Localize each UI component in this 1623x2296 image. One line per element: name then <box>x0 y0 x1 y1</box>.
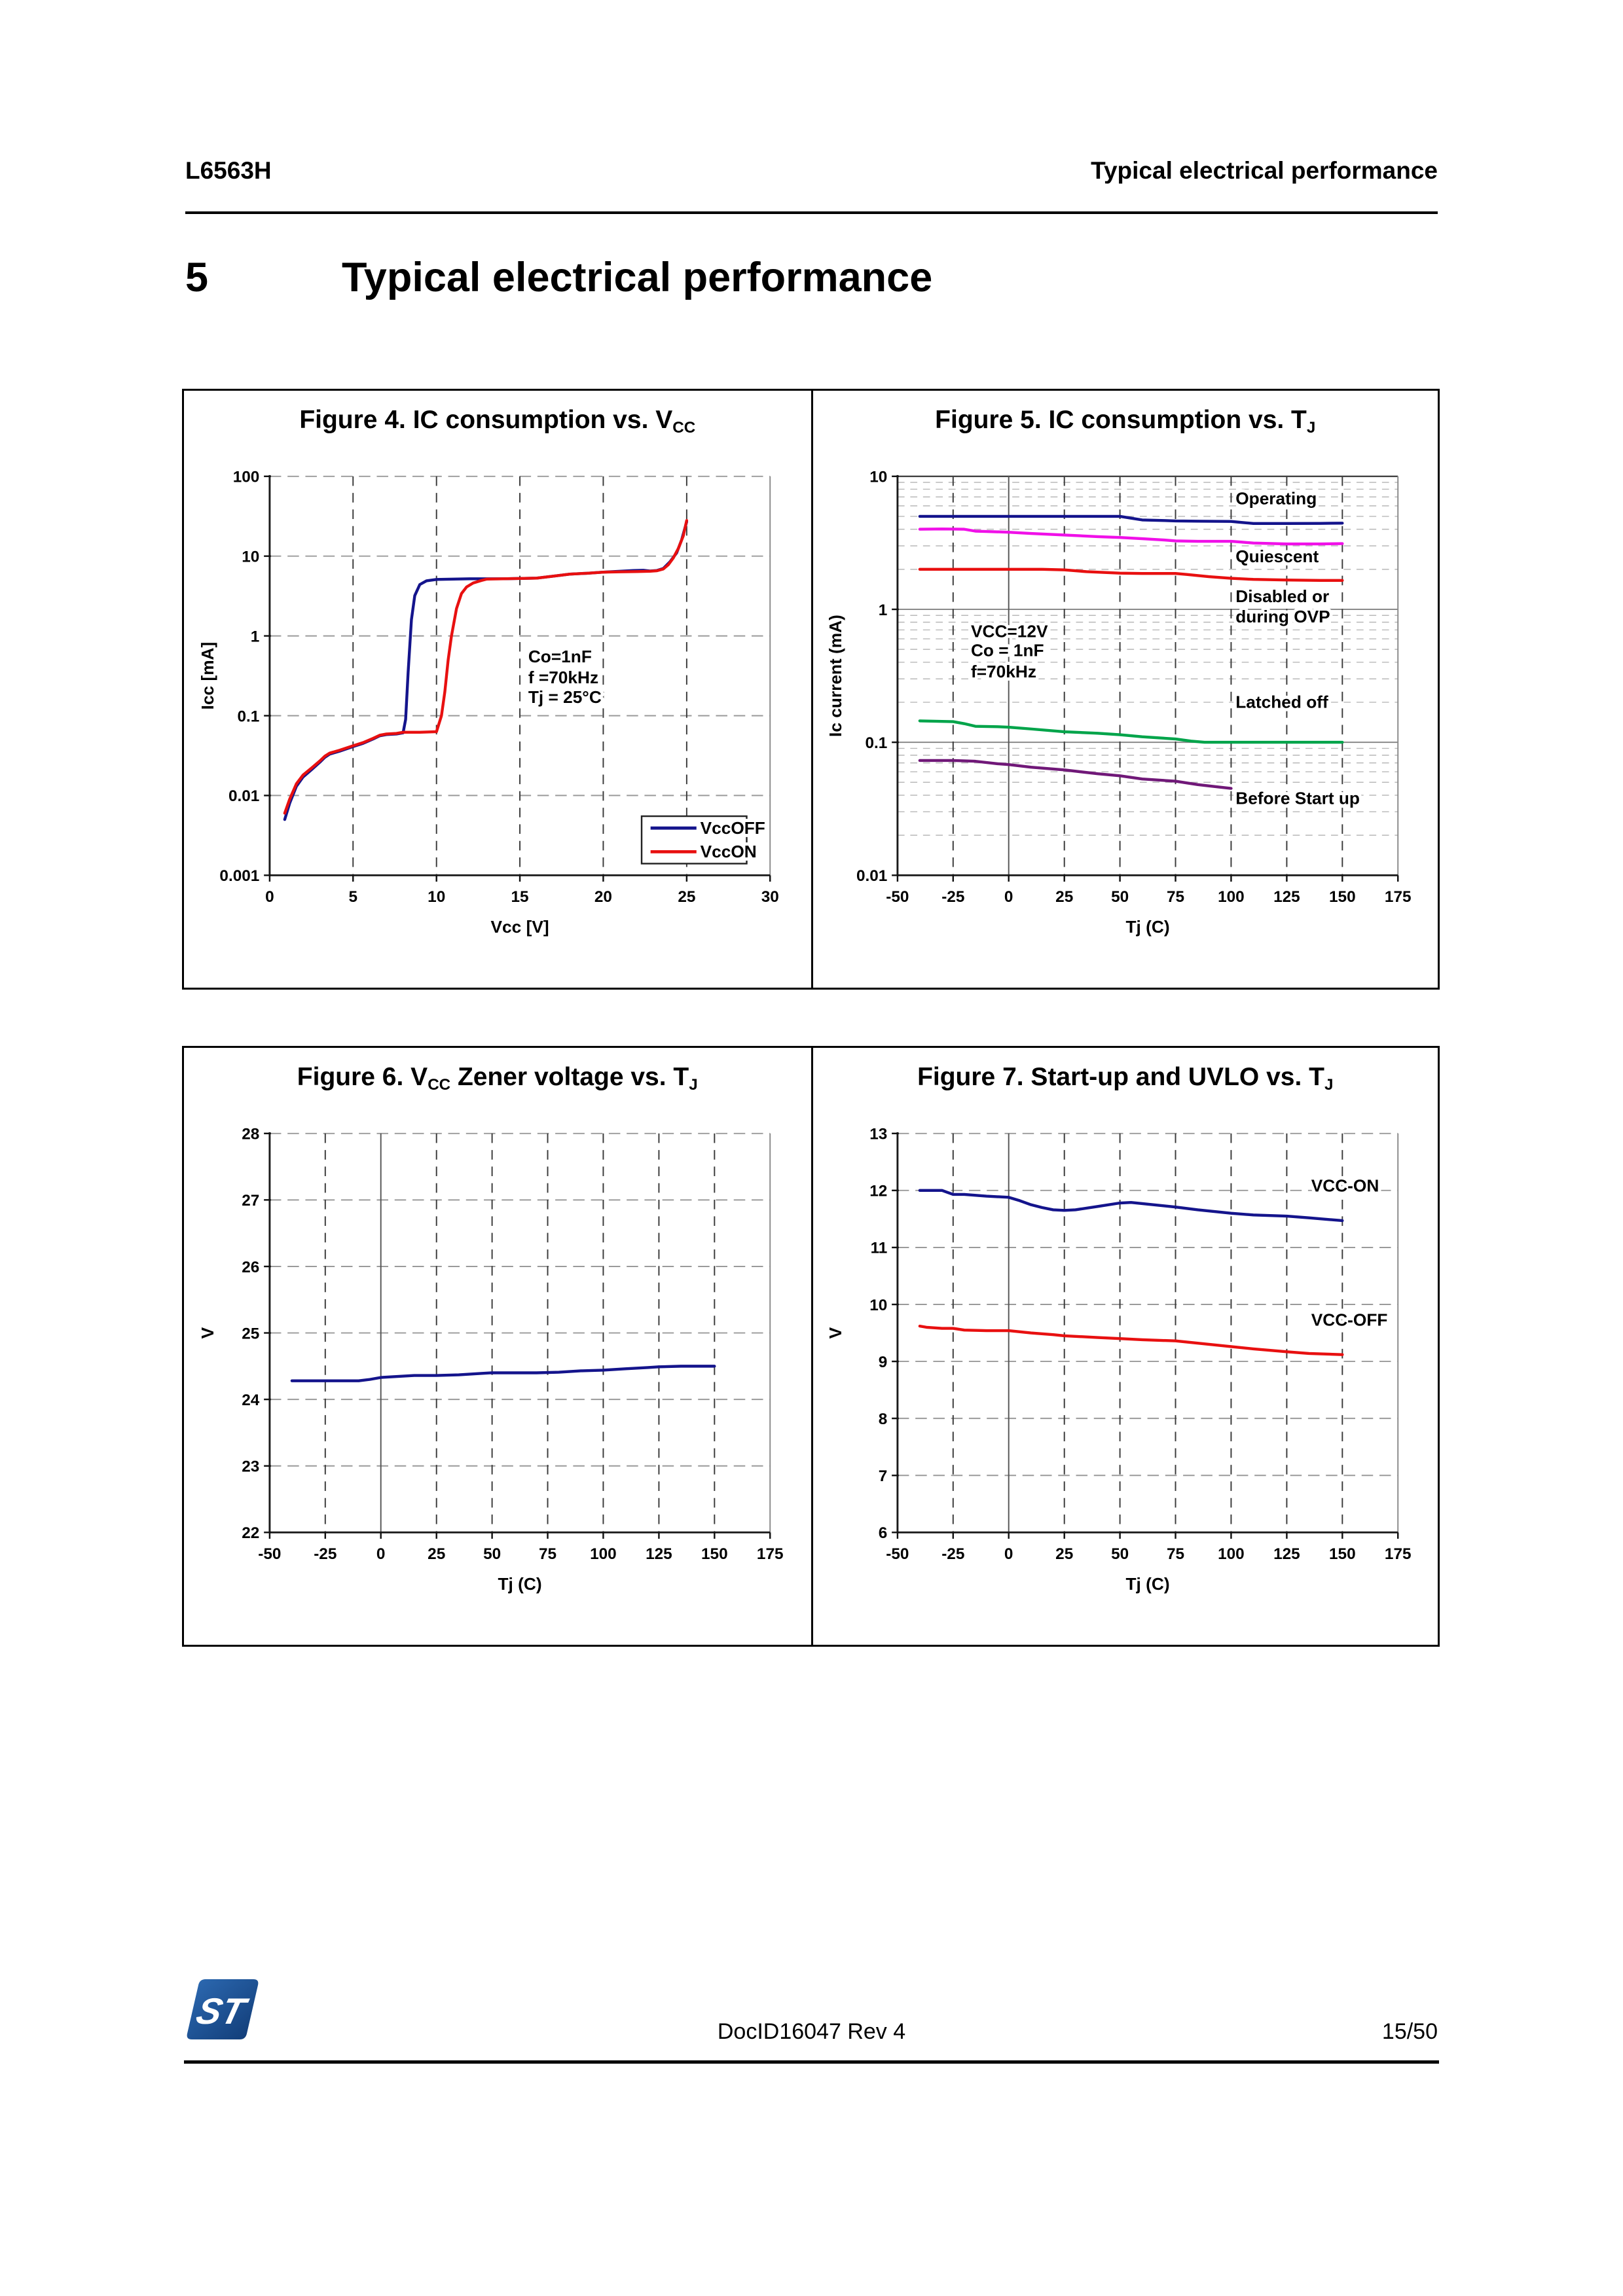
figure7-chart <box>822 1104 1428 1624</box>
svg-text:10: 10 <box>869 1296 888 1314</box>
fig5-series-latched-off <box>920 721 1342 742</box>
svg-text:100: 100 <box>232 468 260 486</box>
svg-text:0: 0 <box>376 1545 386 1563</box>
fig5-annotation: f=70kHz <box>971 661 1037 681</box>
svg-text:-25: -25 <box>941 888 965 906</box>
figure4-chart <box>194 447 800 967</box>
svg-text:100: 100 <box>1218 1545 1245 1563</box>
fig7-series-vcc-on <box>920 1191 1342 1221</box>
fig5-annotation: VCC=12V <box>971 621 1048 641</box>
svg-text:-50: -50 <box>258 1545 282 1563</box>
svg-text:0.1: 0.1 <box>237 708 260 726</box>
svg-text:75: 75 <box>1167 888 1185 906</box>
svg-text:125: 125 <box>646 1545 672 1563</box>
svg-text:6: 6 <box>879 1524 888 1542</box>
figure6-cell <box>184 1048 811 1645</box>
footer-page-number: 15/50 <box>1381 2019 1438 2044</box>
svg-text:-25: -25 <box>314 1545 337 1563</box>
st-logo-text: ST <box>192 1991 249 2032</box>
svg-text:0: 0 <box>265 888 274 906</box>
figure-row-top <box>182 389 1440 990</box>
svg-text:50: 50 <box>1111 1545 1129 1563</box>
svg-text:9: 9 <box>879 1353 888 1371</box>
fig5-annotation: Co = 1nF <box>971 640 1044 660</box>
svg-text:0.01: 0.01 <box>228 787 260 805</box>
svg-text:0: 0 <box>1004 888 1013 906</box>
svg-text:V: V <box>198 1327 218 1339</box>
fig4-series-vccoff <box>285 522 687 819</box>
figure6-chart <box>194 1104 800 1624</box>
figure5-title: Figure 5. IC consumption vs. $T_J$ <box>935 406 1316 437</box>
svg-text:22: 22 <box>242 1524 260 1542</box>
fig4-series-vccon <box>285 520 687 813</box>
svg-text:125: 125 <box>1273 1545 1300 1563</box>
svg-text:125: 125 <box>1273 888 1300 906</box>
svg-text:50: 50 <box>1111 888 1129 906</box>
fig7-annotation: VCC-ON <box>1311 1175 1379 1196</box>
svg-text:25: 25 <box>678 888 696 906</box>
svg-text:V: V <box>826 1327 846 1339</box>
footer-doc-id: DocID16047 Rev 4 <box>717 2019 906 2044</box>
svg-text:24: 24 <box>242 1391 260 1409</box>
svg-text:-25: -25 <box>941 1545 965 1563</box>
svg-text:175: 175 <box>1385 888 1412 906</box>
figure4-cell <box>184 391 811 988</box>
svg-text:10: 10 <box>428 888 446 906</box>
svg-text:7: 7 <box>879 1467 888 1485</box>
svg-text:Tj (C): Tj (C) <box>1125 1573 1170 1594</box>
svg-text:75: 75 <box>1167 1545 1185 1563</box>
svg-text:25: 25 <box>1055 1545 1074 1563</box>
figure5-chart <box>822 447 1428 967</box>
fig4-annotation: f =70kHz <box>528 667 599 687</box>
svg-text:26: 26 <box>242 1258 260 1276</box>
fig5-annotation: Operating <box>1235 488 1317 509</box>
section-number: 5 <box>185 255 209 300</box>
fig4-annotation: Tj = 25°C <box>528 687 602 707</box>
svg-text:25: 25 <box>428 1545 446 1563</box>
fig6-series-vcc-zener-voltage <box>292 1366 714 1380</box>
svg-text:5: 5 <box>348 888 358 906</box>
figure7-title: Figure 7. Start-up and UVLO vs. $T_J$ <box>917 1063 1334 1094</box>
fig5-series-operating <box>920 516 1342 524</box>
fig7-plot <box>822 1104 1428 1621</box>
figure7-cell <box>811 1048 1438 1645</box>
header-section-name: Typical electrical performance <box>1091 157 1438 184</box>
svg-text:175: 175 <box>1385 1545 1412 1563</box>
fig5-series-disabled-or-during-ovp <box>920 569 1342 581</box>
svg-text:0: 0 <box>1004 1545 1013 1563</box>
figure4-title: Figure 4. IC consumption vs. $V_{CC}$ <box>299 406 696 437</box>
footer-rule <box>184 2060 1439 2064</box>
figure6-title: Figure 6. $V_{CC}$ Zener voltage vs. $T_J$ <box>297 1063 698 1094</box>
fig4-legend-label: VccON <box>700 841 757 861</box>
svg-text:13: 13 <box>869 1125 888 1143</box>
svg-text:10: 10 <box>242 548 260 566</box>
svg-text:Tj (C): Tj (C) <box>498 1573 542 1594</box>
svg-text:-50: -50 <box>886 888 909 906</box>
svg-text:Icc [mA]: Icc [mA] <box>198 641 218 710</box>
fig7-series-vcc-off <box>920 1326 1342 1355</box>
header-rule <box>185 211 1438 214</box>
svg-text:150: 150 <box>701 1545 728 1563</box>
figure5-cell <box>811 391 1438 988</box>
svg-text:25: 25 <box>242 1325 260 1343</box>
svg-text:150: 150 <box>1329 1545 1356 1563</box>
fig6-plot <box>194 1104 800 1621</box>
svg-text:23: 23 <box>242 1458 260 1476</box>
svg-text:10: 10 <box>869 468 888 486</box>
svg-text:1: 1 <box>879 601 888 619</box>
svg-text:30: 30 <box>761 888 780 906</box>
fig5-annotation: during OVP <box>1235 606 1330 626</box>
svg-text:Tj (C): Tj (C) <box>1125 916 1170 937</box>
fig7-annotation: VCC-OFF <box>1311 1310 1388 1330</box>
svg-text:175: 175 <box>757 1545 784 1563</box>
fig5-annotation: Quiescent <box>1235 546 1319 566</box>
svg-text:150: 150 <box>1329 888 1356 906</box>
fig4-annotation: Co=1nF <box>528 646 593 666</box>
svg-text:0.001: 0.001 <box>219 867 260 885</box>
svg-text:-50: -50 <box>886 1545 909 1563</box>
svg-text:11: 11 <box>870 1239 888 1257</box>
svg-text:12: 12 <box>869 1182 888 1200</box>
section-title: Typical electrical performance <box>342 255 933 300</box>
svg-text:Vcc [V]: Vcc [V] <box>490 916 549 937</box>
svg-text:20: 20 <box>594 888 613 906</box>
svg-text:1: 1 <box>251 628 260 646</box>
fig5-annotation: Latched off <box>1235 692 1329 712</box>
fig4-legend-label: VccOFF <box>700 817 766 838</box>
fig5-series-before-start-up <box>920 761 1231 789</box>
svg-text:0.01: 0.01 <box>856 867 888 885</box>
svg-text:Ic current (mA): Ic current (mA) <box>826 614 846 737</box>
svg-text:28: 28 <box>242 1125 260 1143</box>
svg-text:100: 100 <box>590 1545 617 1563</box>
svg-text:0.1: 0.1 <box>865 734 888 752</box>
svg-text:50: 50 <box>483 1545 501 1563</box>
fig5-annotation: Before Start up <box>1235 788 1360 808</box>
svg-text:27: 27 <box>242 1191 260 1210</box>
fig5-plot <box>822 447 1428 963</box>
fig5-annotation: Disabled or <box>1235 586 1330 606</box>
figure-row-bottom <box>182 1046 1440 1647</box>
svg-text:75: 75 <box>539 1545 557 1563</box>
header-product-name: L6563H <box>185 157 272 184</box>
svg-text:15: 15 <box>511 888 529 906</box>
fig4-plot <box>194 447 800 963</box>
svg-text:100: 100 <box>1218 888 1245 906</box>
svg-text:25: 25 <box>1055 888 1074 906</box>
fig5-series-quiescent <box>920 529 1342 544</box>
svg-text:8: 8 <box>879 1410 888 1428</box>
